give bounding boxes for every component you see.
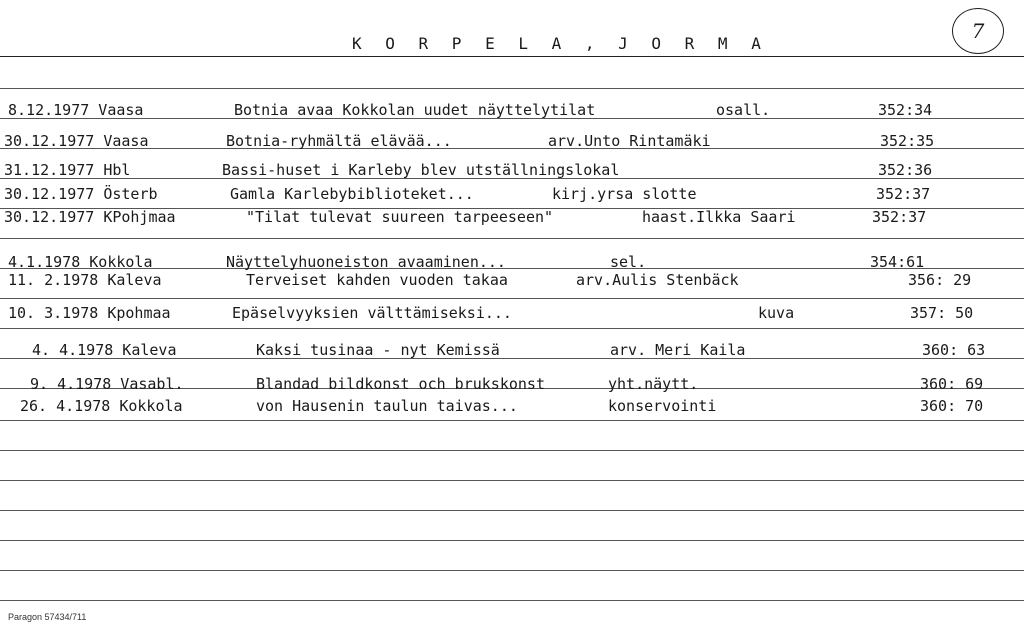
entry-title: Epäselvyyksien välttämiseksi... — [232, 304, 512, 322]
entry-title: von Hausenin taulun taivas... — [256, 397, 518, 415]
entry-note: osall. — [716, 101, 771, 119]
entry-row — [0, 184, 1024, 204]
entry-ref: 357: 50 — [910, 304, 974, 322]
entry-row — [0, 396, 1024, 416]
entry-note: arv.Aulis Stenbäck — [576, 271, 739, 289]
entry-note: konservointi — [608, 397, 717, 415]
entry-date: 30.12.1977 Vaasa — [4, 132, 149, 150]
entry-ref: 360: 70 — [920, 397, 984, 415]
entry-note: arv. Meri Kaila — [610, 341, 746, 359]
header-rule — [0, 56, 1024, 57]
rule-line — [0, 600, 1024, 601]
rule-line — [0, 480, 1024, 481]
rule-line — [0, 88, 1024, 89]
rule-line — [0, 328, 1024, 329]
entry-note: kuva — [758, 304, 795, 322]
entry-ref: 356: 29 — [908, 271, 972, 289]
entry-title: Gamla Karlebybiblioteket... — [230, 185, 474, 203]
entry-title: Botnia-ryhmältä elävää... — [226, 132, 452, 150]
entry-ref: 354:61 — [870, 253, 925, 271]
rule-line — [0, 570, 1024, 571]
entry-date: 30.12.1977 Österb — [4, 185, 158, 203]
entry-row — [0, 252, 1024, 272]
entry-note: kirj.yrsa slotte — [552, 185, 697, 203]
entry-title: Botnia avaa Kokkolan uudet näyttelytilat — [234, 101, 596, 119]
entry-note: haast.Ilkka Saari — [642, 208, 796, 226]
entry-note: yht.näytt. — [608, 375, 699, 393]
entry-title: Terveiset kahden vuoden takaa — [246, 271, 508, 289]
rule-line — [0, 540, 1024, 541]
entry-title: Kaksi tusinaa - nyt Kemissä — [256, 341, 500, 359]
entry-ref: 352:35 — [880, 132, 935, 150]
entry-row — [0, 303, 1024, 323]
entry-ref: 352:37 — [876, 185, 931, 203]
entry-note: arv.Unto Rintamäki — [548, 132, 711, 150]
entry-row — [0, 100, 1024, 120]
rule-line — [0, 450, 1024, 451]
entry-date: 9. 4.1978 Vasabl. — [30, 375, 184, 393]
card-number: 7 — [971, 19, 985, 43]
entry-title: "Tilat tulevat suureen tarpeeseen" — [246, 208, 554, 226]
entry-ref: 352:34 — [878, 101, 933, 119]
entry-ref: 352:36 — [878, 161, 933, 179]
entry-date: 30.12.1977 KPohjmaa — [4, 208, 176, 226]
entry-title: Näyttelyhuoneiston avaaminen... — [226, 253, 506, 271]
entry-date: 10. 3.1978 Kpohmaa — [8, 304, 171, 322]
rule-line — [0, 420, 1024, 421]
entry-row — [0, 270, 1024, 290]
entry-row — [0, 340, 1024, 360]
rule-line — [0, 298, 1024, 299]
entry-ref: 360: 63 — [922, 341, 986, 359]
printer-mark: Paragon 57434/711 — [8, 612, 87, 622]
entry-row — [0, 374, 1024, 394]
entry-ref: 352:37 — [872, 208, 927, 226]
entry-date: 11. 2.1978 Kaleva — [8, 271, 162, 289]
entry-date: 31.12.1977 Hbl — [4, 161, 131, 179]
entry-title: Blandad bildkonst och brukskonst — [256, 375, 545, 393]
entry-ref: 360: 69 — [920, 375, 984, 393]
entry-date: 26. 4.1978 Kokkola — [20, 397, 183, 415]
entry-note: sel. — [610, 253, 647, 271]
entry-date: 4.1.1978 Kokkola — [8, 253, 153, 271]
card-title: K O R P E L A , J O R M A — [352, 34, 768, 53]
entry-date: 4. 4.1978 Kaleva — [32, 341, 177, 359]
rule-line — [0, 510, 1024, 511]
rule-line — [0, 238, 1024, 239]
entry-row — [0, 207, 1024, 227]
entry-title: Bassi-huset i Karleby blev utställningslokal — [222, 161, 620, 179]
entry-row — [0, 131, 1024, 151]
entry-date: 8.12.1977 Vaasa — [8, 101, 144, 119]
entry-row — [0, 160, 1024, 180]
card-number-circle — [952, 8, 1004, 54]
